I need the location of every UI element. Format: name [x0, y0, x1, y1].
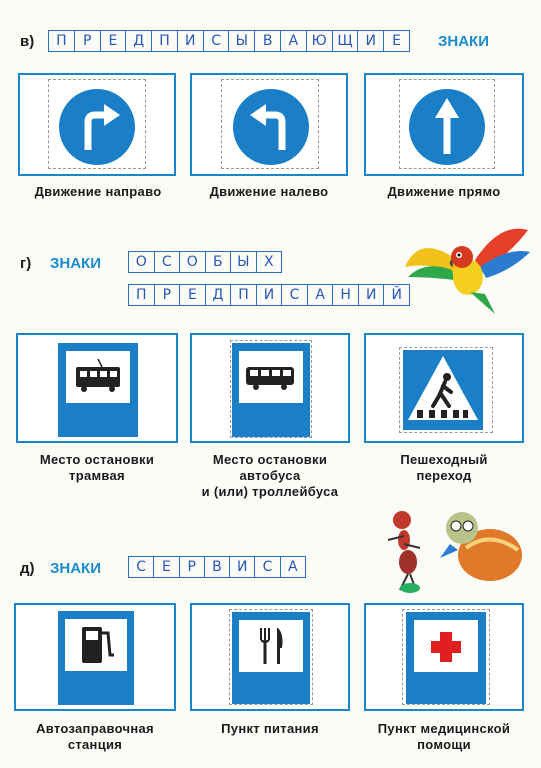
- caption-line: трамвая: [69, 468, 125, 483]
- arrow-right-turn-icon: [54, 84, 140, 170]
- letter-cell: С: [155, 252, 181, 272]
- tram-icon: [58, 343, 138, 437]
- caption-line: Автозаправочная: [36, 721, 154, 736]
- sign-frame: [14, 603, 176, 711]
- letter-cell: С: [255, 557, 280, 577]
- letter-cell: Е: [154, 557, 179, 577]
- fuel-pump-icon: [58, 611, 134, 705]
- letter-cell: И: [230, 557, 255, 577]
- bus-icon: [232, 343, 310, 437]
- letter-cell: П: [231, 285, 257, 305]
- letter-cell: Р: [180, 557, 205, 577]
- letter-cell: Е: [180, 285, 206, 305]
- section-v-word-cells: [48, 30, 410, 52]
- caption-line: Пешеходный: [400, 452, 488, 467]
- section-v-letter: в): [20, 33, 35, 50]
- sign-caption: [186, 721, 354, 737]
- letter-cell: Н: [333, 285, 359, 305]
- letter-cell: А: [288, 559, 298, 575]
- letter-cell: С: [282, 285, 308, 305]
- caption-line: автобуса: [239, 468, 301, 483]
- sign-caption: [12, 452, 182, 484]
- sign-frame: [364, 603, 524, 711]
- letter-cell: О: [180, 252, 206, 272]
- letter-cell: И: [358, 31, 384, 51]
- letter-cell: Б: [206, 252, 232, 272]
- pedestrian-crossing-icon: [403, 350, 483, 430]
- letter-cell: П: [152, 31, 178, 51]
- sign-caption: [356, 721, 532, 753]
- sign-frame: [364, 73, 524, 176]
- letter-cell: С: [129, 557, 154, 577]
- section-d-word-cells: [128, 556, 306, 578]
- letter-cell: А: [308, 285, 334, 305]
- letter-cell: А: [281, 31, 307, 51]
- section-g-word1-cells: [128, 251, 282, 273]
- section-v-keyword: ЗНАКИ: [438, 33, 489, 50]
- letter-cell: Й: [391, 287, 402, 303]
- section-g-word2-cells: [128, 284, 410, 306]
- sign-caption: Движение прямо: [387, 184, 501, 199]
- letter-cell: Д: [206, 285, 232, 305]
- sign-frame: [190, 603, 350, 711]
- parrot-illustration: [400, 222, 535, 317]
- section-g-letter: г): [20, 255, 32, 272]
- sign-caption: [362, 452, 526, 484]
- letter-cell: Ы: [229, 31, 255, 51]
- section-d-keyword: ЗНАКИ: [50, 560, 101, 577]
- fork-knife-icon: [232, 612, 310, 704]
- sign-frame: [16, 333, 178, 443]
- letter-cell: Ю: [307, 31, 333, 51]
- arrow-up-icon: [404, 84, 490, 170]
- sign-frame: [190, 333, 350, 443]
- letter-cell: Е: [101, 31, 127, 51]
- section-g-keyword: ЗНАКИ: [50, 255, 101, 272]
- letter-cell: И: [178, 31, 204, 51]
- letter-cell: Х: [263, 254, 274, 270]
- caption-line: станция: [67, 737, 123, 752]
- sign-caption: Движение налево: [209, 184, 329, 199]
- caption-line: Место остановки: [39, 452, 155, 467]
- red-cross-icon: [406, 612, 486, 704]
- ant-turtle-illustration: [380, 500, 530, 595]
- letter-cell: В: [205, 557, 230, 577]
- letter-cell: И: [257, 285, 283, 305]
- sign-frame: [190, 73, 348, 176]
- letter-cell: С: [204, 31, 230, 51]
- caption-line: переход: [416, 468, 472, 483]
- letter-cell: П: [129, 285, 155, 305]
- section-d-letter: д): [20, 560, 35, 577]
- letter-cell: Р: [155, 285, 181, 305]
- letter-cell: И: [359, 285, 385, 305]
- letter-cell: В: [255, 31, 281, 51]
- caption-line: Место остановки: [212, 452, 328, 467]
- letter-cell: П: [49, 31, 75, 51]
- sign-caption: [10, 721, 180, 753]
- caption-line: и (или) троллейбуса: [201, 484, 339, 499]
- letter-cell: Ы: [231, 252, 257, 272]
- letter-cell: Е: [392, 33, 401, 49]
- caption-line: Пункт медицинской: [377, 721, 511, 736]
- arrow-left-turn-icon: [228, 84, 314, 170]
- caption-line: Пункт питания: [221, 721, 319, 736]
- sign-frame: [364, 333, 524, 443]
- letter-cell: Р: [75, 31, 101, 51]
- caption-line: помощи: [417, 737, 471, 752]
- sign-caption: [180, 452, 360, 500]
- letter-cell: О: [129, 252, 155, 272]
- sign-caption: Движение направо: [34, 184, 162, 199]
- letter-cell: Д: [126, 31, 152, 51]
- sign-frame: [18, 73, 176, 176]
- letter-cell: Щ: [333, 31, 359, 51]
